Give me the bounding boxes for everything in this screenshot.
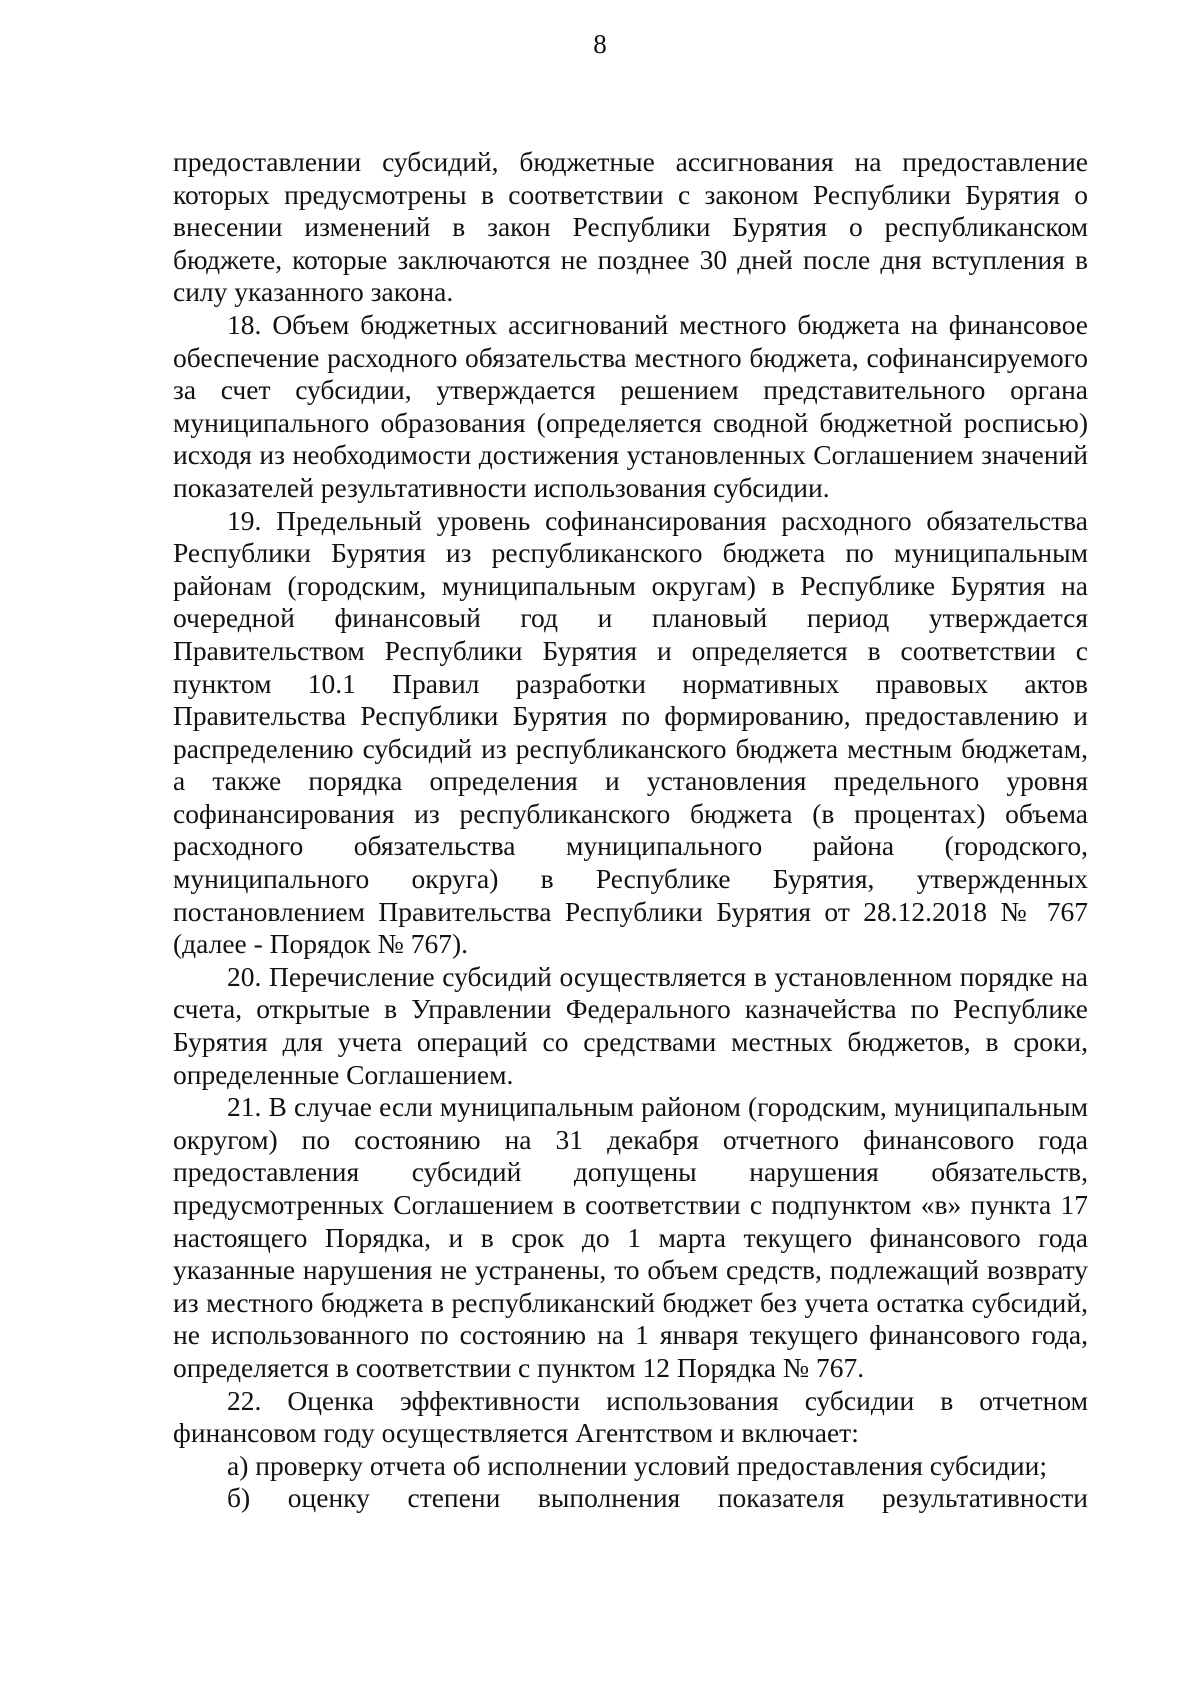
paragraph-21: 21. В случае если муниципальным районом (городским, муниципальным округом) по состоянию на 31 декабря отчетного финансового года предоставления субсидий допущены нарушения обязательств, предусмотренных Соглашением в соответствии с подпунктом «в» пункта 17 настоящего Порядка, и в срок до 1 марта текущего финансового года указанные нарушения не устранены, то объем средств, подлежащий возврату из местного бюджета в республиканский бюджет без учета остатка субсидий, не использованного по состоянию на 1 января текущего финансового года, определяется в соответствии с пунктом 12 Порядка № 767.: [173, 1091, 1088, 1383]
document-body: [173, 146, 1088, 1515]
paragraph-continuation: предоставлении субсидий, бюджетные ассигнования на предоставление которых предусмотрены в соответствии с законом Республики Бурятия о внесении изменений в закон Республики Бурятия о республиканском бюджете, которые заключаются не позднее 30 дней после дня вступления в силу указанного закона.: [173, 146, 1088, 308]
paragraph-22-item-b: б) оценку степени выполнения показателя результативности: [227, 1482, 1088, 1514]
paragraph-20: 20. Перечисление субсидий осуществляется в установленном порядке на счета, открытые в Управлении Федерального казначейства по Республике Бурятия для учета операций со средствами местных бюджетов, в сроки, определенные Соглашением.: [173, 960, 1088, 1090]
paragraph-22-item-a: а) проверку отчета об исполнении условий предоставления субсидии;: [227, 1449, 1047, 1481]
page-number: 8: [593, 29, 607, 59]
paragraph-19: 19. Предельный уровень софинансирования расходного обязательства Республики Бурятия из республиканского бюджета по муниципальным районам (городским, муниципальным округам) в Республике Бурятия на очередной финансовый год и плановый период утверждается Правительством Республики Бурятия и определяется в соответствии с пунктом 10.1 Правил разработки нормативных правовых актов Правительства Республики Бурятия по формированию, предоставлению и распределению субсидий из республиканского бюджета местным бюджетам, а также порядка определения и установления предельного уровня софинансирования из республиканского бюджета (в процентах) объема расходного обязательства муниципального района (городского, муниципального округа) в Республике Бурятия, утвержденных постановлением Правительства Республики Бурятия от 28.12.2018 № 767 (далее - Порядок № 767).: [173, 504, 1088, 960]
paragraph-18: 18. Объем бюджетных ассигнований местного бюджета на финансовое обеспечение расходного обязательства местного бюджета, софинансируемого за счет субсидии, утверждается решением представительного органа муниципального образования (определяется сводной бюджетной росписью) исходя из необходимости достижения установленных Соглашением значений показателей результативности использования субсидии.: [173, 308, 1088, 503]
paragraph-22: 22. Оценка эффективности использования субсидии в отчетном финансовом году осуществляется Агентством и включает:: [173, 1384, 1088, 1449]
